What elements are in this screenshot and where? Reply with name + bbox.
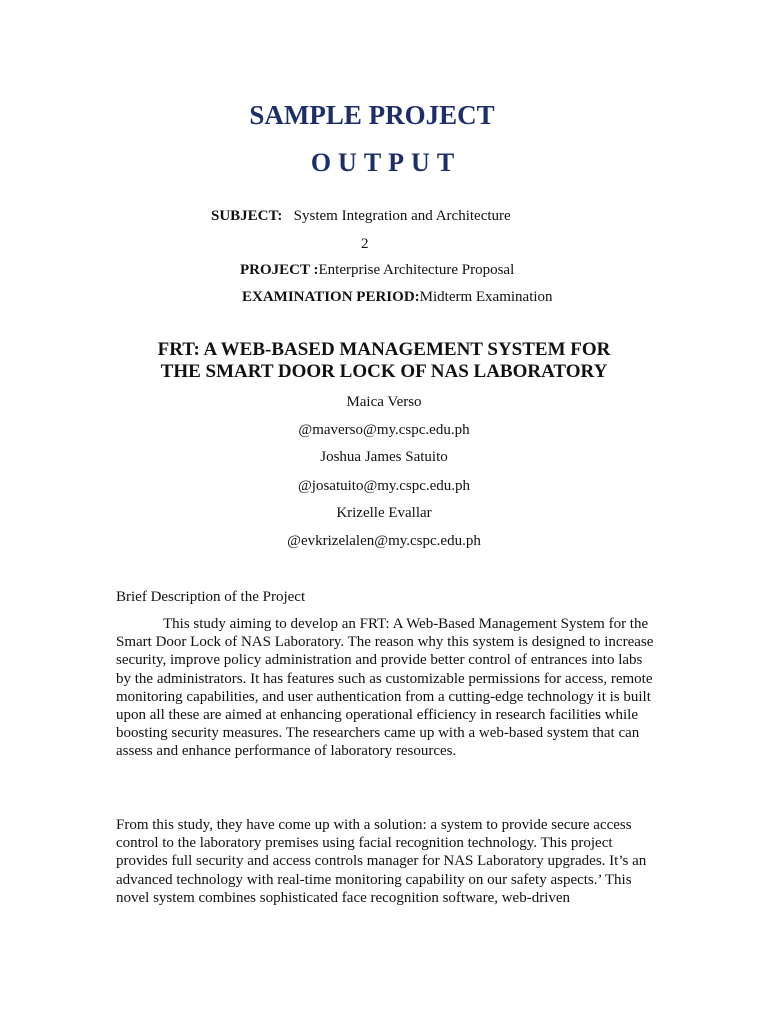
exam-period-line bbox=[242, 288, 553, 306]
section-heading: Brief Description of the Project bbox=[116, 589, 306, 605]
subject-label: SUBJECT: bbox=[211, 208, 283, 224]
project-line bbox=[240, 261, 514, 279]
author-name: Krizelle Evallar bbox=[336, 505, 432, 521]
project-label: PROJECT : bbox=[240, 262, 319, 278]
author-email: @evkrizelalen@my.cspc.edu.ph bbox=[287, 533, 481, 549]
exam-period-label: EXAMINATION PERIOD: bbox=[242, 289, 420, 305]
paper-title bbox=[0, 339, 768, 383]
paper-title-line-1: FRT: A WEB-BASED MANAGEMENT SYSTEM FOR bbox=[157, 339, 611, 360]
document-title: SAMPLE PROJECT bbox=[249, 100, 495, 130]
subject-value: System Integration and Architecture bbox=[293, 208, 511, 224]
subject-number: 2 bbox=[361, 236, 369, 252]
project-value: Enterprise Architecture Proposal bbox=[318, 262, 515, 278]
author-name: Maica Verso bbox=[346, 394, 422, 410]
author-email: @maverso@my.cspc.edu.ph bbox=[298, 422, 470, 438]
author-email: @josatuito@my.cspc.edu.ph bbox=[297, 478, 471, 494]
document-subtitle: OUTPUT bbox=[310, 148, 462, 177]
body-paragraph-1: This study aiming to develop an FRT: A Web-Based Management System for the Smart Door Lock of NAS Laboratory. The reason why this system is designed to increase security, improve policy administration and provide better control of entrances into labs by the administrators. It has features such as customizable permissions for access, remote monitoring capabilities, and user authentication from a cutting-edge technology it is built upon all these are aimed at enhancing operational efficiency in research facilities while boosting security measures. The researchers came up with a web-based system that can assess and enhance performance of laboratory resources. bbox=[116, 616, 654, 760]
subject-line bbox=[211, 207, 511, 225]
paper-title-line-2: THE SMART DOOR LOCK OF NAS LABORATORY bbox=[160, 361, 608, 382]
body-paragraph-2: From this study, they have come up with a solution: a system to provide secure access control to the laboratory premises using facial recognition technology. This project provides full security and access controls manager for NAS Laboratory upgrades. It’s an advanced technology with real-time monitoring capability on our safety aspects.’ This novel system combines sophisticated face recognition software, web-driven bbox=[116, 817, 647, 906]
author-name: Joshua James Satuito bbox=[320, 449, 448, 465]
exam-period-value: Midterm Examination bbox=[419, 289, 553, 305]
